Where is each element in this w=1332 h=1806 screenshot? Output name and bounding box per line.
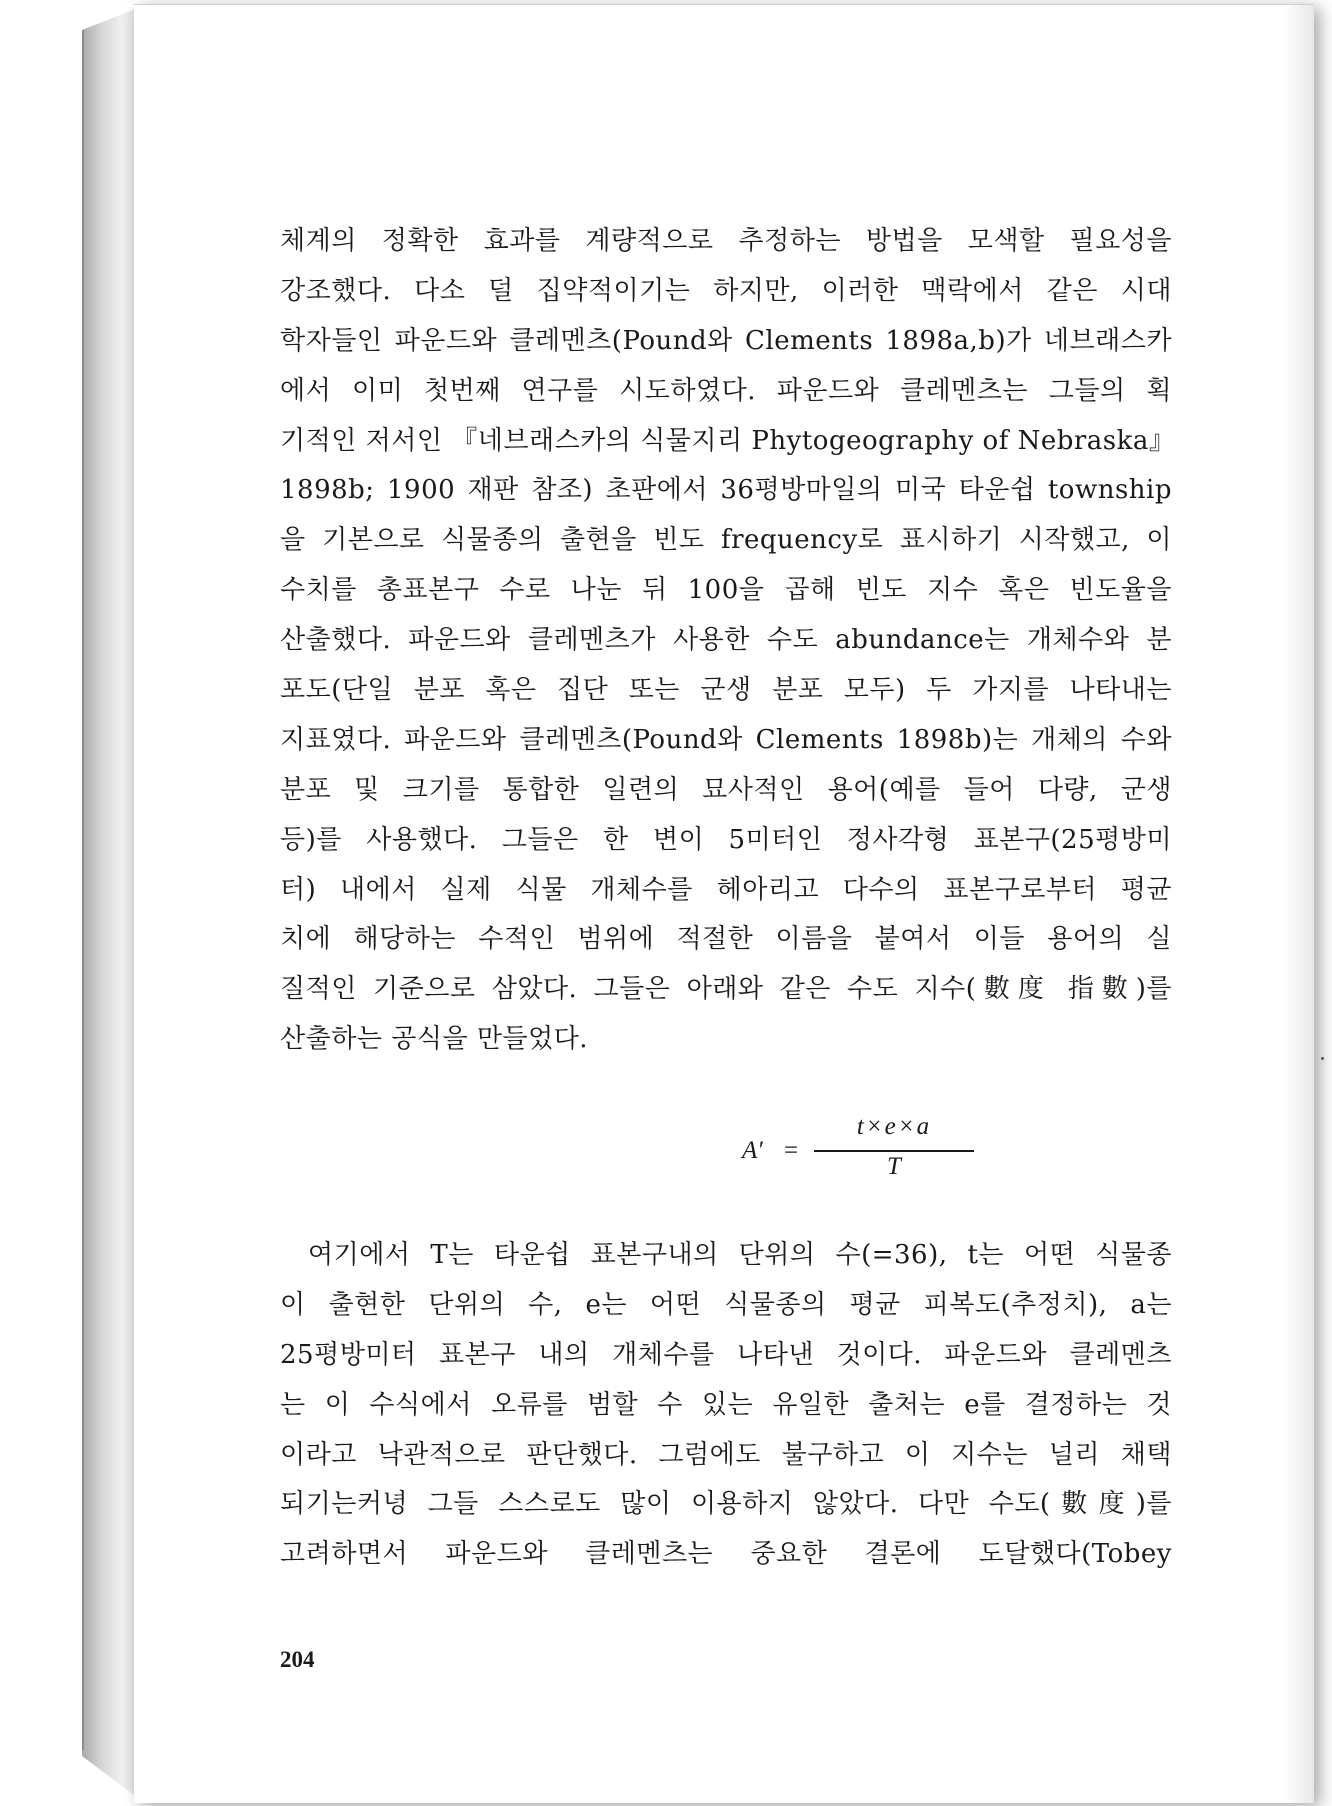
text-line: 질적인 기준으로 삼았다. 그들은 아래와 같은 수도 지수(數度 指數)를: [280, 974, 1172, 1005]
text-line: 산출하는 공식을 만들었다.: [280, 1024, 589, 1055]
text-line: 에서 이미 첫번째 연구를 시도하였다. 파운드와 클레멘츠는 그들의 획: [280, 375, 1172, 406]
paragraph-1: [280, 217, 1176, 1065]
text-line: 25평방미터 표본구 내의 개체수를 나타낸 것이다. 파운드와 클레멘츠: [280, 1339, 1172, 1370]
text-line: 지표였다. 파운드와 클레멘츠(Pound와 Clements 1898b)는 개체의 수와: [280, 724, 1172, 755]
text-line: 여기에서 T는 타운쉽 표본구내의 단위의 수(=36), t는 어떤 식물종: [308, 1240, 1172, 1270]
text-line: 포도(단일 분포 혹은 집단 또는 군생 분포 모두) 두 가지를 나타내는: [280, 675, 1172, 706]
book-spine-line: [82, 30, 84, 1750]
text-line: 1898b; 1900 재판 참조) 초판에서 36평방마일의 미국 타운쉽 township: [280, 475, 1172, 506]
text-line: 고려하면서 파운드와 클레멘츠는 중요한 결론에 도달했다(Tobey: [280, 1539, 1172, 1570]
scan-speck: [1321, 1057, 1324, 1060]
formula-lhs: A′: [742, 1137, 763, 1164]
page-number: 204: [280, 1647, 315, 1672]
formula-denominator: T: [887, 1153, 901, 1180]
text-line: 을 기본으로 식물종의 출현을 빈도 frequency로 표시하기 시작했고, 이: [280, 525, 1172, 556]
text-line: 분포 및 크기를 통합한 일련의 묘사적인 용어(예를 들어 다량, 군생: [280, 774, 1172, 805]
text-line: 는 이 수식에서 오류를 범할 수 있는 유일한 출처는 e를 결정하는 것: [280, 1389, 1172, 1420]
text-line: 이라고 낙관적으로 판단했다. 그럼에도 불구하고 이 지수는 널리 채택: [280, 1439, 1172, 1470]
page-right-shade: [1284, 5, 1314, 1803]
abundance-formula: [734, 1113, 984, 1193]
text-line: 되기는커녕 그들 스스로도 많이 이용하지 않았다. 다만 수도(數度)를: [280, 1489, 1172, 1520]
text-line: 수치를 총표본구 수로 나눈 뒤 100을 곱해 빈도 지수 혹은 빈도율을: [280, 575, 1172, 606]
text-line: 강조했다. 다소 덜 집약적이기는 하지만, 이러한 맥락에서 같은 시대: [280, 275, 1172, 306]
paragraph-2: [280, 1231, 1172, 1580]
text-line: 이 출현한 단위의 수, e는 어떤 식물종의 평균 피복도(추정치), a는: [280, 1289, 1172, 1320]
text-line: 체계의 정확한 효과를 계량적으로 추정하는 방법을 모색할 필요성을: [280, 226, 1172, 256]
fraction-bar: [814, 1150, 974, 1152]
text-line: 산출했다. 파운드와 클레멘츠가 사용한 수도 abundance는 개체수와 분: [280, 625, 1172, 656]
book-block-edge: [82, 8, 138, 1798]
text-line: 등)를 사용했다. 그들은 한 변이 5미터인 정사각형 표본구(25평방미: [280, 824, 1172, 855]
text-line: 치에 해당하는 수적인 범위에 적절한 이름을 붙여서 이들 용어의 실: [280, 924, 1172, 955]
text-line: 기적인 저서인 『네브래스카의 식물지리 Phytogeography of Nebraska』: [280, 425, 1176, 456]
text-line: 학자들인 파운드와 클레멘츠(Pound와 Clements 1898a,b)가 네브래스카: [280, 325, 1172, 356]
formula-numerator: t×e×a: [856, 1113, 932, 1140]
formula-equals: =: [784, 1137, 799, 1164]
text-line: 터) 내에서 실제 식물 개체수를 헤아리고 다수의 표본구로부터 평균: [280, 874, 1172, 905]
book-page: [134, 4, 1314, 1803]
